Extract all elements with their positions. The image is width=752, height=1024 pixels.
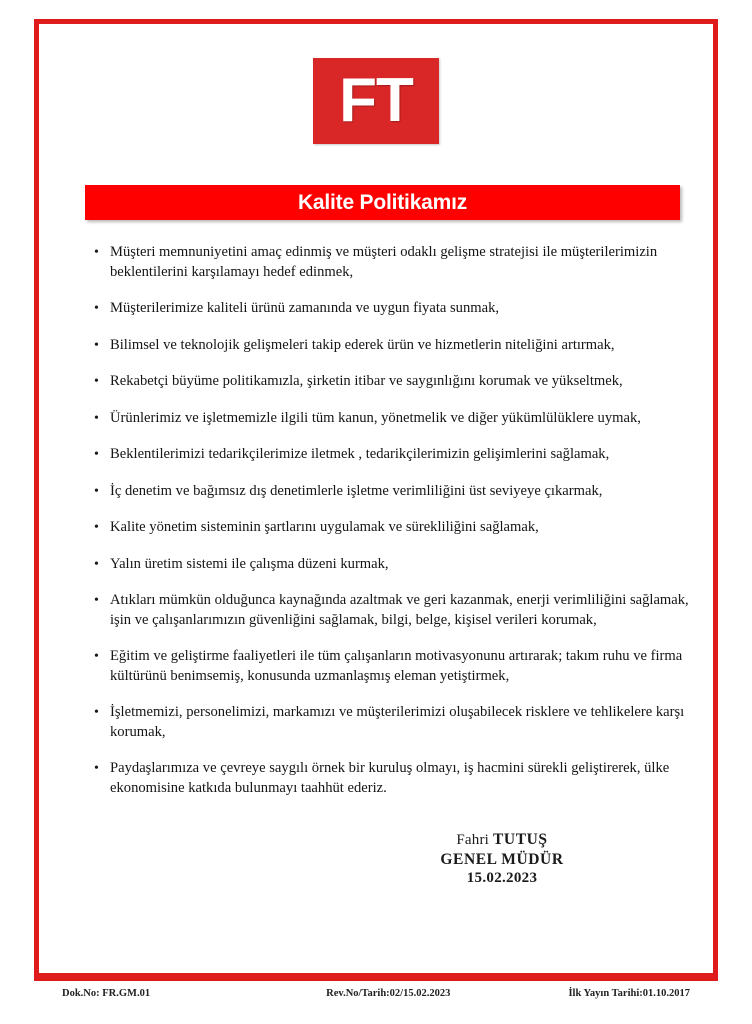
list-item-text: Müşteri memnuniyetini amaç edinmiş ve müşteri odaklı gelişme stratejisi ile müşterilerimizin beklentilerini karşılamayı hedef edinmek, xyxy=(110,244,658,280)
logo-red-box xyxy=(313,58,439,144)
list-item xyxy=(90,759,690,798)
list-item-text: Atıkları mümkün olduğunca kaynağında azaltmak ve geri kazanmak, enerji verimliliğini sağlamak, işin ve çalışanlarımızın güvenliğini sağlamak, bilgi, belge, kişisel verileri korumak, xyxy=(110,592,689,628)
list-item-text: Müşterilerimize kaliteli ürünü zamanında ve uygun fiyata sunmak, xyxy=(110,300,500,316)
list-item xyxy=(90,299,690,319)
list-item-text: Ürünlerimiz ve işletmemizle ilgili tüm kanun, yönetmelik ve diğer yükümlülüklere uymak, xyxy=(110,409,641,426)
list-item xyxy=(90,482,690,502)
bullet-icon: • xyxy=(94,483,99,499)
signature-date: 15.02.2023 xyxy=(466,870,538,886)
page-border-bottom-bar xyxy=(34,973,718,981)
bullet-icon: • xyxy=(94,649,99,664)
title-banner xyxy=(85,185,680,220)
list-item xyxy=(90,243,690,282)
list-item xyxy=(90,647,690,686)
list-item xyxy=(90,336,690,356)
list-item xyxy=(90,591,690,630)
signatory-surname: TUTUŞ xyxy=(492,831,548,848)
signatory-role: GENEL MÜDÜR xyxy=(440,851,564,868)
bullet-icon: • xyxy=(94,761,99,776)
list-item xyxy=(90,555,690,575)
list-item xyxy=(90,703,690,742)
footer-first-issue: İlk Yayın Tarihi:01.10.2017 xyxy=(568,988,690,999)
list-item-text: Rekabetçi büyüme politikamızla, şirketin itibar ve saygınlığını korumak ve yükseltmek, xyxy=(110,373,623,389)
list-item xyxy=(90,409,690,429)
bullet-icon: • xyxy=(94,245,99,260)
company-logo xyxy=(0,58,752,149)
policy-list xyxy=(90,243,690,815)
list-item-text: İç denetim ve bağımsız dış denetimlerle işletme verimliliğini üst seviyeye çıkarmak, xyxy=(110,482,603,499)
signatory-name xyxy=(342,830,662,850)
bullet-icon: • xyxy=(94,556,99,572)
bullet-icon: • xyxy=(94,447,99,462)
list-item-text: Paydaşlarımıza ve çevreye saygılı örnek bir kuruluş olmayı, iş hacmini sürekli geliştirerek, ülke ekonomisine katkıda bulunmayı taahhüt ederiz. xyxy=(110,760,670,796)
signature-block xyxy=(342,830,662,888)
page-title: Kalite Politikamız xyxy=(297,191,468,214)
list-item-text: Beklentilerimizi tedarikçilerimize iletmek , tedarikçilerimizin gelişimlerini sağlamak, xyxy=(110,446,610,462)
bullet-icon: • xyxy=(94,337,99,353)
bullet-icon: • xyxy=(94,301,99,316)
footer-doc-no: Dok.No: FR.GM.01 xyxy=(62,988,151,999)
list-item-text: İşletmemizi, personelimizi, markamızı ve müşterilerimizi oluşabilecek risklere ve tehlikelere karşı korumak, xyxy=(110,704,685,740)
bullet-icon: • xyxy=(94,593,99,608)
list-item xyxy=(90,518,690,538)
list-item xyxy=(90,372,690,392)
bullet-icon: • xyxy=(94,410,99,426)
logo-text: FT xyxy=(339,66,413,135)
document-footer xyxy=(34,988,718,999)
list-item-text: Kalite yönetim sisteminin şartlarını uygulamak ve sürekliliğini sağlamak, xyxy=(110,519,539,535)
list-item-text: Bilimsel ve teknolojik gelişmeleri takip ederek ürün ve hizmetlerin niteliğini artırmak, xyxy=(110,336,615,353)
bullet-icon: • xyxy=(94,374,99,389)
list-item xyxy=(90,445,690,465)
bullet-icon: • xyxy=(94,520,99,535)
list-item-text: Eğitim ve geliştirme faaliyetleri ile tüm çalışanların motivasyonunu artırarak; takım ruhu ve firma kültürünü benimsemiş, konusunda uzmanlaşmış eleman yetiştirmek, xyxy=(110,648,683,684)
signatory-first-name: Fahri xyxy=(456,832,490,848)
footer-revision: Rev.No/Tarih:02/15.02.2023 xyxy=(326,988,451,999)
bullet-icon: • xyxy=(94,705,99,720)
list-item-text: Yalın üretim sistemi ile çalışma düzeni kurmak, xyxy=(110,555,389,572)
